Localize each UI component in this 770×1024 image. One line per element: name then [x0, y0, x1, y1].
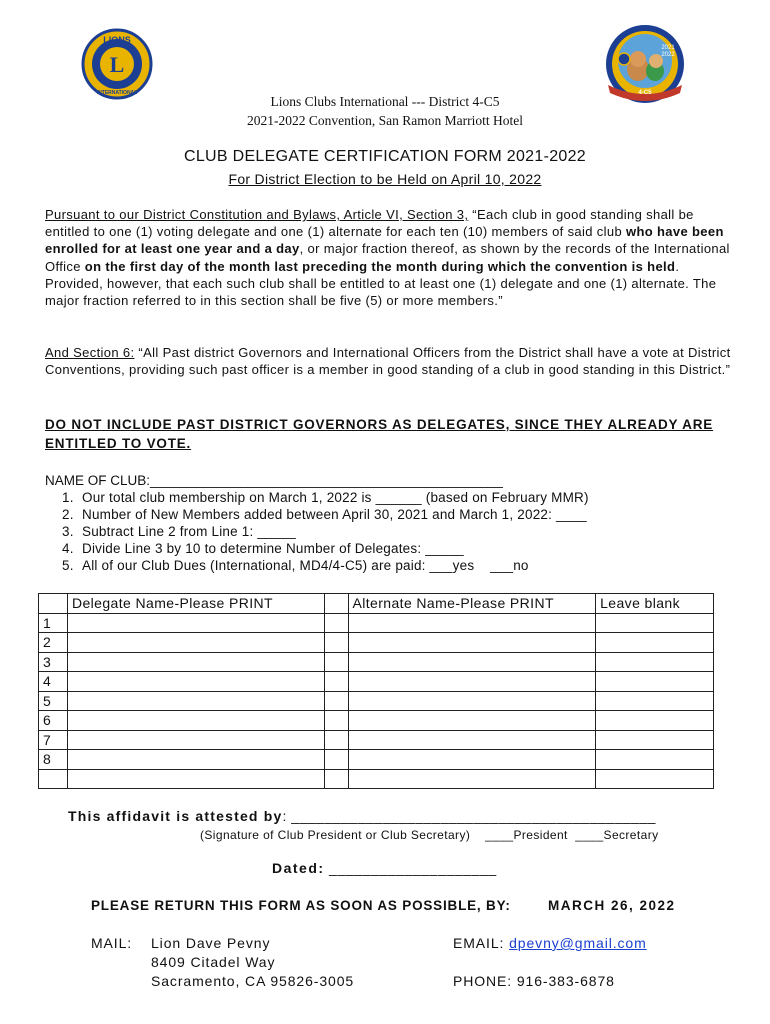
table-row: 8 — [39, 750, 714, 770]
svg-text:2021: 2021 — [661, 45, 675, 51]
convention-line: 2021-2022 Convention, San Ramon Marriott Hotel — [247, 113, 523, 128]
mail-address: Lion Dave Pevny 8409 Citadel Way Sacramento, CA 95826-3005 — [151, 935, 355, 989]
affidavit-signature-line[interactable]: This affidavit is attested by: ____________________________________________ — [68, 808, 656, 824]
table-row: 4 — [39, 672, 714, 692]
section-6-reference: And Section 6: — [45, 345, 135, 360]
svg-text:INTERNATIONAL: INTERNATIONAL — [96, 90, 138, 96]
table-row: 3 — [39, 652, 714, 672]
delegate-name-cell[interactable] — [67, 613, 324, 633]
table-row: 7 — [39, 730, 714, 750]
dated-label: Dated: — [272, 860, 325, 876]
alternate-name-cell[interactable] — [348, 750, 596, 770]
alternate-name-cell[interactable] — [348, 691, 596, 711]
alternate-name-cell[interactable] — [348, 633, 596, 653]
list-item[interactable]: 4. Divide Line 3 by 10 to determine Number of Delegates: _____ — [62, 541, 464, 556]
table-header-row — [39, 594, 714, 614]
alternate-name-cell[interactable] — [348, 613, 596, 633]
delegate-name-cell[interactable] — [67, 711, 324, 731]
email-line — [453, 934, 647, 953]
list-item[interactable]: 1. Our total club membership on March 1, 2022 is ______ (based on February MMR) — [62, 490, 589, 505]
club-name-field[interactable]: NAME OF CLUB:_______________________________________________ — [45, 473, 503, 488]
form-subtitle: For District Election to be Held on April 10, 2022 — [228, 171, 542, 187]
alternate-name-cell[interactable] — [348, 769, 596, 789]
warning-notice: DO NOT INCLUDE PAST DISTRICT GOVERNORS AS DELEGATES, SINCE THEY ALREADY ARE ENTITLED TO VOTE. — [45, 417, 714, 451]
svg-text:LIONS: LIONS — [103, 35, 131, 45]
email-link[interactable]: dpevny@gmail.com — [509, 935, 647, 951]
delegate-name-cell[interactable] — [67, 633, 324, 653]
svg-text:4-C5: 4-C5 — [638, 90, 652, 96]
lions-international-logo — [81, 28, 153, 100]
return-deadline: MARCH 26, 2022 — [548, 898, 676, 913]
form-title: CLUB DELEGATE CERTIFICATION FORM 2021-2022 — [183, 148, 587, 165]
phone-line: PHONE: 916-383-6878 — [453, 973, 615, 989]
convention-logo — [600, 23, 690, 105]
delegate-name-cell[interactable] — [67, 730, 324, 750]
mail-label: MAIL: — [91, 935, 133, 951]
list-item[interactable]: 2. Number of New Members added between April 30, 2021 and March 1, 2022: ____ — [62, 507, 587, 522]
dated-line[interactable]: Dated: ____________________ — [272, 860, 497, 876]
org-line: Lions Clubs International --- District 4-C5 — [270, 94, 500, 109]
section-3-reference: Pursuant to our District Constitution and Bylaws, Article VI, Section 3, — [45, 207, 469, 222]
alternate-name-cell[interactable] — [348, 652, 596, 672]
svg-text:L: L — [109, 52, 125, 77]
delegate-name-cell[interactable] — [67, 750, 324, 770]
return-instruction: PLEASE RETURN THIS FORM AS SOON AS POSSIBLE, BY: — [91, 898, 511, 913]
alternate-name-cell[interactable] — [348, 711, 596, 731]
membership-items-list — [62, 489, 589, 574]
section-6-paragraph: And Section 6: “All Past district Governors and International Officers from the District shall have a vote at District Conventions, providing such past officer is a member in good standing of a club in good standing in this District.” — [45, 345, 731, 378]
table-row: 6 — [39, 711, 714, 731]
list-item[interactable]: 3. Subtract Line 2 from Line 1: _____ — [62, 524, 296, 539]
table-row: 2 — [39, 633, 714, 653]
alternate-name-cell[interactable] — [348, 672, 596, 692]
svg-text:2022: 2022 — [661, 52, 675, 58]
table-row — [39, 769, 714, 789]
delegate-name-cell[interactable] — [67, 652, 324, 672]
signature-note: (Signature of Club President or Club Secretary) ____President ____Secretary — [200, 828, 659, 842]
delegate-table — [38, 593, 714, 789]
delegate-name-cell[interactable] — [67, 769, 324, 789]
section-3-paragraph: Pursuant to our District Constitution and Bylaws, Article VI, Section 3, “Each club in good standing shall be entitled to one (1) voting delegate and one (1) alternate for each ten (10) members of said club who have been enrolled for at least one year and a day, or major fraction thereof, as shown by the records of the International Office on the first day of the month last preceding the month during which the convention is held. Provided, however, that each such club shall be entitled to at least one (1) delegate and one (1) alternate. The major fraction referred to in this section shall be five (5) or more members.” — [45, 207, 730, 309]
alternate-name-cell[interactable] — [348, 730, 596, 750]
delegate-name-header: Delegate Name-Please PRINT — [67, 594, 324, 614]
leave-blank-header: Leave blank — [596, 594, 714, 614]
delegate-name-cell[interactable] — [67, 691, 324, 711]
table-row: 5 — [39, 691, 714, 711]
affidavit-label: This affidavit is attested by — [68, 808, 283, 824]
alternate-name-header: Alternate Name-Please PRINT — [348, 594, 596, 614]
table-row: 1 — [39, 613, 714, 633]
delegate-name-cell[interactable] — [67, 672, 324, 692]
email-label: EMAIL: — [453, 935, 505, 951]
list-item[interactable]: 5. All of our Club Dues (International, MD4/4-C5) are paid: ___yes ___no — [62, 558, 529, 573]
